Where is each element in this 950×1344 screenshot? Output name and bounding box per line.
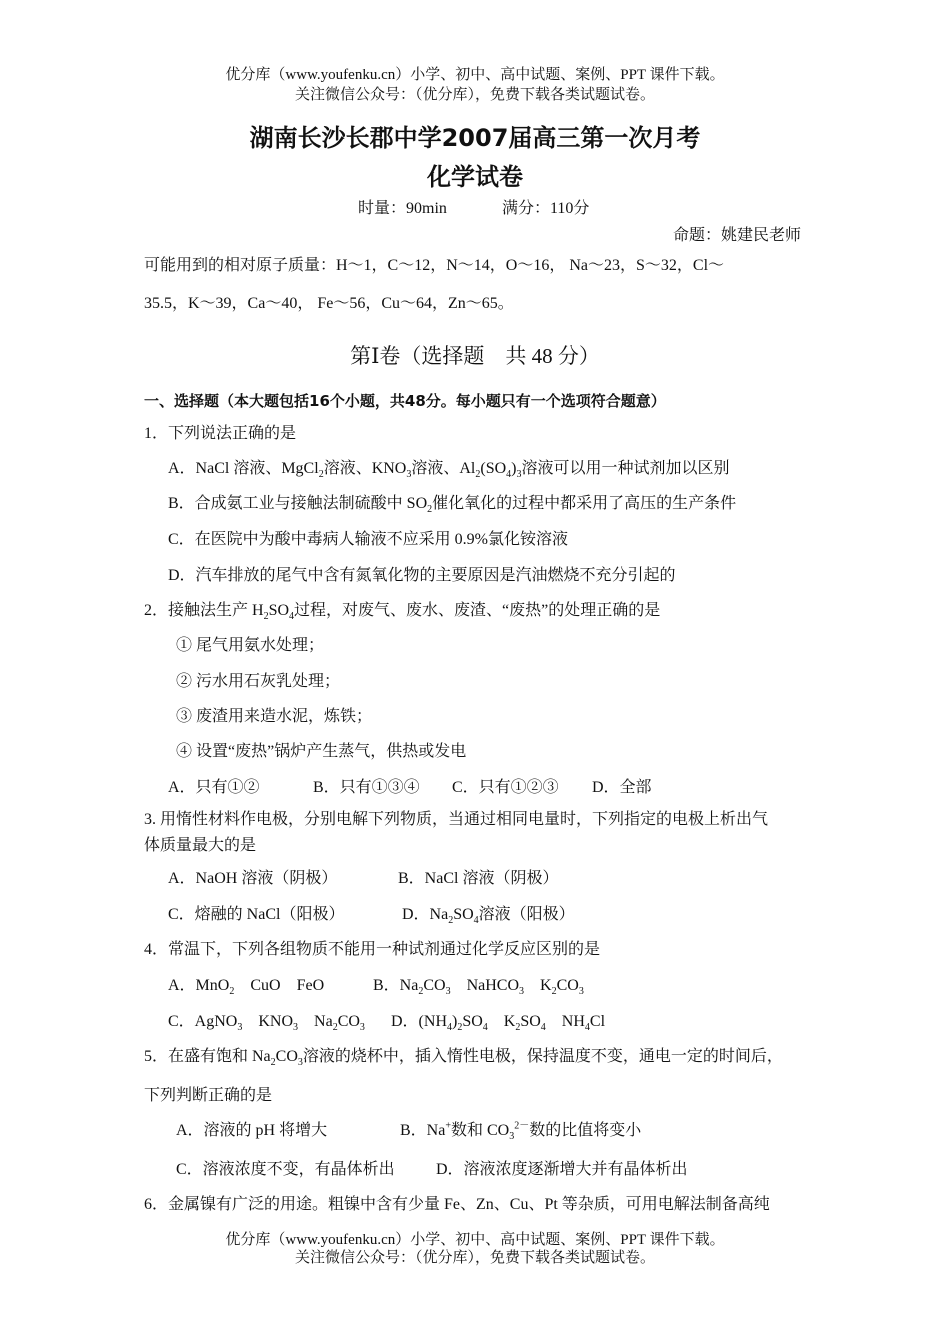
q3-option-a: A．NaOH 溶液（阴极） xyxy=(168,870,338,887)
q2-option-d: D．全部 xyxy=(592,779,652,796)
section-title: 第Ⅰ卷（选择题 共 48 分） xyxy=(350,344,600,368)
q4-option-a: A．MnO$_2$ CuO FeO xyxy=(168,977,325,998)
footer-line-2: 关注微信公众号：（优分库），免费下载各类试题试卷。 xyxy=(294,1250,655,1266)
q5-stem-line-1: 5．在盛有饱和 $Na_2CO_3$溶液的烧杯中，插入惰性电极，保持温度不变，通电一定的时间后， xyxy=(144,1048,783,1069)
q2-option-b: B．只有①③④ xyxy=(313,779,420,796)
q2-option-c: C．只有①②③ xyxy=(452,779,559,796)
q3-stem-line-2: 体质量最大的是 xyxy=(144,837,257,854)
q5-option-a: A．溶液的 pH 将增大 xyxy=(176,1122,328,1139)
atomic-masses-line-2: 35.5，K～39，Ca～40， Fe～56，Cu～64，Zn～65。 xyxy=(144,295,514,312)
author: 命题：姚建民老师 xyxy=(673,227,802,244)
exam-title: 湖南长沙长郡中学2007届高三第一次月考 xyxy=(249,124,701,152)
q1-option-b: B．合成氨工业与接触法制硫酸中 $SO_2$催化氧化的过程中都采用了高压的生产条件 xyxy=(168,495,737,516)
q4-option-d: D．$(NH_4)_2SO_4$ $K_2SO_4$ $NH_4Cl$ xyxy=(391,1013,606,1034)
header-line-1: 优分库（www.youfenku.cn）小学、初中、高中试题、案例、PPT 课件下载。 xyxy=(225,67,725,83)
time-limit: 时量：90min xyxy=(358,200,447,217)
q3-stem-line-1: 3. 用惰性材料作电极，分别电解下列物质，当通过相同电量时，下列指定的电极上析出气 xyxy=(144,811,769,828)
q2-item-4: ④ 设置“废热”锅炉产生蒸气，供热或发电 xyxy=(176,743,467,760)
q2-stem: 2．接触法生产 $H_2SO_4$过程，对废气、废水、废渣、“废热”的处理正确的是 xyxy=(144,602,661,623)
q4-option-c: C．AgNO$_3$ $KNO_3$ $Na_2CO_3$ xyxy=(168,1013,365,1034)
q1-option-a: A．NaCl 溶液、MgCl$_2$溶液、$KNO_3$溶液、$Al_2(SO_4)_3$溶液可以用一种试剂加以区别 xyxy=(168,460,730,481)
q4-stem: 4．常温下，下列各组物质不能用一种试剂通过化学反应区别的是 xyxy=(144,941,601,958)
q5-option-b: B．Na+数和 $CO_3^{2-}$数的比值将变小 xyxy=(400,1120,642,1143)
q6-stem: 6．金属镍有广泛的用途。粗镍中含有少量 Fe、Zn、Cu、Pt 等杂质，可用电解法制备高纯 xyxy=(144,1196,770,1213)
exam-subtitle: 化学试卷 xyxy=(427,163,523,191)
q5-stem-line-2: 下列判断正确的是 xyxy=(144,1087,273,1104)
q1-option-c: C．在医院中为酸中毒病人输液不应采用 0.9%氯化铵溶液 xyxy=(168,531,569,548)
q1-option-d: D．汽车排放的尾气中含有氮氧化物的主要原因是汽油燃烧不充分引起的 xyxy=(168,567,676,584)
footer-line-1: 优分库（www.youfenku.cn）小学、初中、高中试题、案例、PPT 课件下载。 xyxy=(225,1232,725,1248)
q2-item-2: ② 污水用石灰乳处理； xyxy=(176,673,341,690)
q3-option-b: B．NaCl 溶液（阴极） xyxy=(398,870,559,887)
q1-stem: 1．下列说法正确的是 xyxy=(144,425,297,442)
q3-option-d: D．$Na_2SO_4$溶液（阳极） xyxy=(402,906,575,927)
atomic-masses-line-1: 可能用到的相对原子质量：H～1，C～12，N～14，O～16， Na～23，S～32，Cl～ xyxy=(144,257,725,274)
header-line-2: 关注微信公众号：（优分库），免费下载各类试题试卷。 xyxy=(294,87,655,103)
q4-option-b: B．$Na_2CO_3$ NaHCO$_3$ $K_2CO_3$ xyxy=(373,977,584,998)
full-score: 满分：110分 xyxy=(502,200,590,217)
q2-option-a: A．只有①② xyxy=(168,779,260,796)
part-one-instructions: 一、选择题（本大题包括16个小题，共48分。每小题只有一个选项符合题意） xyxy=(144,392,666,410)
q2-item-1: ① 尾气用氨水处理； xyxy=(176,637,325,654)
q2-item-3: ③ 废渣用来造水泥，炼铁； xyxy=(176,708,373,725)
q5-option-d: D．溶液浓度逐渐增大并有晶体析出 xyxy=(436,1161,688,1178)
q5-option-c: C．溶液浓度不变，有晶体析出 xyxy=(176,1161,395,1178)
q3-option-c: C．熔融的 NaCl（阳极） xyxy=(168,906,345,923)
